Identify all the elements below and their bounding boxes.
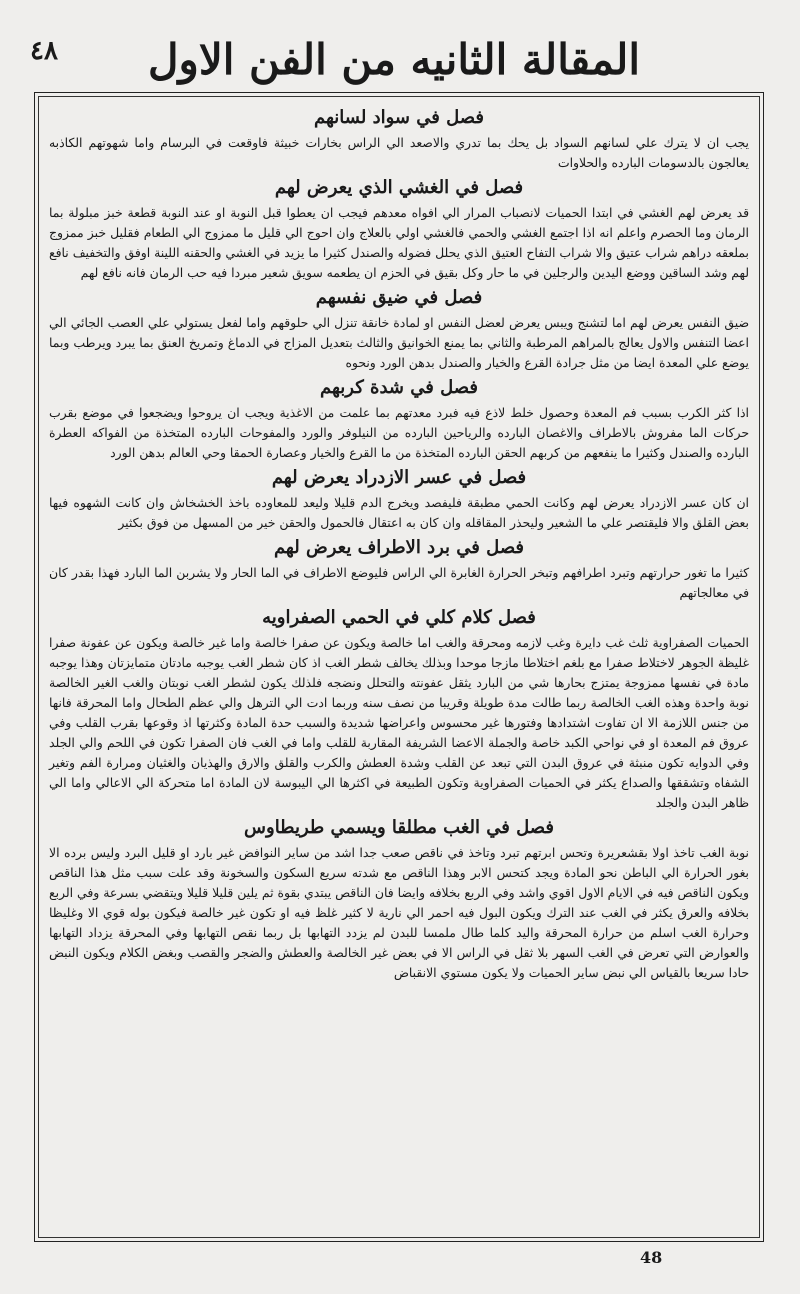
section bbox=[49, 467, 749, 533]
section-text: ان كان عسر الازدراد يعرض لهم وكانت الحمي مطبقة فليفصد ويخرج الدم قليلا وليعد للمعاوده باخذ الخشخاش وان كانت الشهوه فيها بعض القلق والا فليقتصر علي ما الشعير وليحذر المقاقله وان كان به اعتقال فالحمول والحقن خير من المسهل من فوق بكثير bbox=[49, 495, 749, 530]
section bbox=[49, 377, 749, 463]
section-title: فصل في برد الاطراف يعرض لهم bbox=[273, 537, 525, 558]
section-text: كثيرا ما تغور حرارتهم وتبرد اطرافهم وتبخر الحرارة الغابرة الي الراس فليوضع الاطراف في الما الحار ولا يشربن الما البارد فهذا بقدر كان في معالجاتهم bbox=[49, 565, 749, 600]
text-frame bbox=[34, 92, 764, 1242]
section bbox=[49, 287, 749, 373]
section-text: نوبة الغب تاخذ اولا بقشعريرة وتحس ابرتهم تبرد وتاخذ في ناقص صعب جدا اشد من ساير النوافض غير بارد او قليل البرد وليس برده الا بغور الحرارة الي الباطن نحو المادة ويجد كتحس الابر وهذا الناقص مع شدته سريع السكون والسخونة وقد علت سبب مثل هذا الناقص ويكون الناقص فيه في الايام الاول اقوي واشد وفي الربع بخلافه وايضا فان الناقص يبتدي بقوة ثم يلين قليلا قليلا ويتقضي بسرعة وفي الربع بخلافه والعرق يكثر في الغب عند الترك ويكون البول فيه احمر الي نارية لا كثير غلظ فيه او تكون غير خالصة فيكون بوله قوي الا وغليظا وحرارة الغب اسلم من حرارة المحرقة واليد كلما طال ملمسا للبدن لم يزدد التهابها بل ربما نقص التهابها وفي المحرقة يزداد التهابها والعوارض التي تعرض في الغب السهر بلا ثقل في الراس الا في بعض غير الخالصة والعطش والضجر والقصب وبغض الكلام ويكون النبض حادا سريعا بالقياس الي نبض ساير الحميات ولا يكون مستوي الانقباض bbox=[49, 845, 749, 980]
section-title: فصل في عسر الازدراد يعرض لهم bbox=[271, 467, 527, 488]
page-header bbox=[30, 28, 770, 90]
section-title: فصل في الغشي الذي يعرض لهم bbox=[274, 177, 524, 198]
section-text: الحميات الصفراوية ثلث غب دايرة وغب لازمه ومحرقة والغب اما خالصة ويكون عن صفرا خالصة واما غير خالصة ويكون عن عفونة صفرا غليظة الجوهر لاختلاط صفرا مع بلغم اختلاطا مازجا موحدا وبذلك يخالف شطر الغب اذ كان شطر الغب يوجبه مادتان متمايزتان وهذا يوجبه مادة في نفسها ممزوجة يمتزج بحارها شي من البارد يثقل عفونته والتحلل ونضجه فلذلك يكون لشطر الغب نوبتان والغب الغير الخالصة نوبة واحدة وهذه الغب الخالصة ربما طالت مدة طويلة وقريبا من نصف سنه وربما ادت الي الترهل والي عظم الطحال واما المحرقة فانها من جنس اللازمة الا ان تفاوت اشتدادها وفتورها غير محسوس واعراضها شديدة والسبب حدة المادة وكثرتها اذ وقوعها بقرب القلب وفي عروق فم المعدة او في نواحي الكبد خاصة والجملة الاعضا الشريفة المقاربة للقلب واما في الغب فان الصفرا تكون في اللحم والي الجلد وفي الدوايه تكون منبثة في عروق البدن التي تبعد عن القلب وشدة العطش والكرب والقلق والارق والهذيان والغثيان ومرارة الفم وتغير الشفاه وتشققها والصداع يكثر في الحميات الصفراوية وتكون الطبيعة في اكثرها الي اليبوسة لان المادة اما متحركة الي الاعالي واما الي ظاهر البدن والجلد bbox=[49, 635, 749, 810]
section-title: فصل في الغب مطلقا ويسمي طريطاوس bbox=[244, 817, 554, 838]
page-number-top: ٤٨ bbox=[30, 36, 58, 66]
section-text: يجب ان لا يترك علي لسانهم السواد بل يحك بما تدري والاصعد الي الراس بخارات خبيثة فاوقعت في البرسام واما شهوتهم الكاذبه يعالجون بالدسومات البارده والحلاوات bbox=[49, 135, 749, 170]
section-title: فصل في شدة كربهم bbox=[319, 377, 478, 398]
section bbox=[49, 177, 749, 283]
section-title: فصل في ضيق نفسهم bbox=[315, 287, 483, 308]
section-title: فصل في سواد لسانهم bbox=[314, 107, 484, 128]
page-title: المقالة الثانيه من الفن الاول bbox=[148, 35, 640, 84]
section bbox=[49, 537, 749, 603]
section-text: اذا كثر الكرب بسبب فم المعدة وحصول خلط لاذع فيه فبرد معدتهم بما علمت من الاغذية ويجب ان يروحوا ويضجعوا في موضع بقرب حركات الما مفروش بالاطراف والاغصان البارده والرياحين البارده من النيلوفر والورد والمفوحات البارده المتخذة من الفواكه العطرة البارده والصندل وكثيرا ما ينفعهم من كربهم الحقن البارده المتخذة من ما القرع والخيار وعصارة الحمقا وحي العالم بدهن الورد bbox=[49, 405, 749, 460]
section bbox=[49, 607, 749, 813]
page-number-bottom: 48 bbox=[640, 1248, 663, 1267]
section-text: قد يعرض لهم الغشي في ابتدا الحميات لانصباب المرار الي افواه معدهم فيجب ان يعطوا قبل النوبة او عند النوبة قطعة خبز مبلولة بما الرمان وما الحصرم واعلم انه اذا اجتمع الغشي والحمي فالغشي اولي بالعلاج وان احوج الي قليل ما ممزوج الي الطعام فقليل خبز ممزوج بملعقه دراهم شراب عتيق والا شراب التفاح العتيق الذي يحلل فضوله والصندل كثيرا ما يزيد في الغشي والحقنه اللينة اوفق والتخفيف نافع لهم وشد الساقين ووضع اليدين والرجلين في ما حار وكل بقيق في الحزم ان يطعمه سويق شعير مبردا فيه حب الرمان فانه نافع لهم bbox=[49, 205, 749, 280]
section-text: ضيق النفس يعرض لهم اما لتشنج ويبس يعرض لعضل النفس او لمادة خانقة تنزل الي حلوقهم واما لفعل يستولي علي العصب الجائي الي اعضا التنفس والاول يعالج بالمراهم المرطبة والثاني بما يمنع الخوانيق والثالث بتعديل المزاج في الدماغ وتمريخ العنق بما يبرد ويرطب وبما يوضع علي المعدة ايضا من مثل جرادة القرع والخيار والصندل بدهن الورد ونحوه bbox=[49, 315, 749, 370]
section bbox=[49, 107, 749, 173]
section bbox=[49, 817, 749, 983]
section-title: فصل كلام كلي في الحمي الصفراويه bbox=[262, 607, 536, 628]
